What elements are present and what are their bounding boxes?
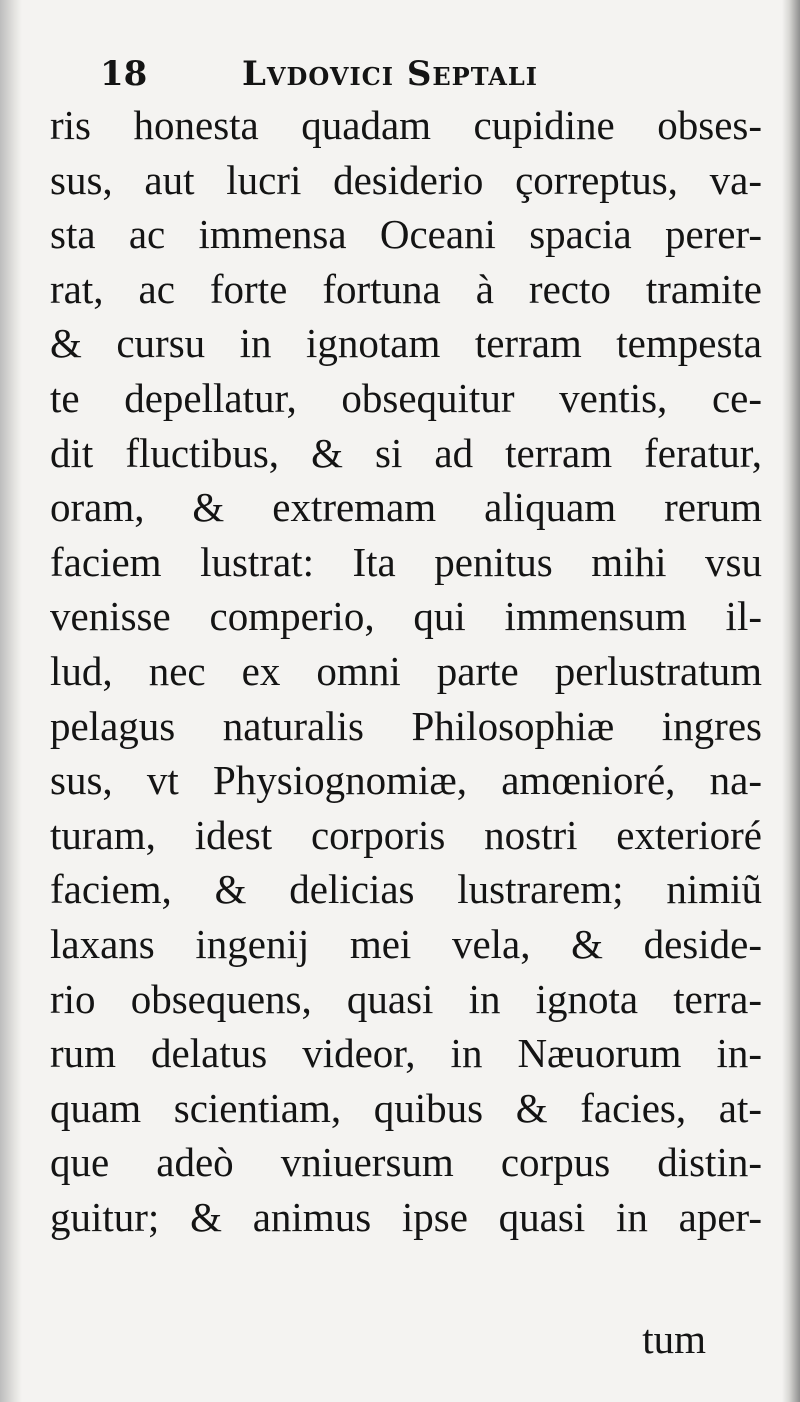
body-text [50,98,762,1244]
text-line: sus, vt Physiognomiæ, amœnioré, na- [50,757,762,804]
catchword: tum [642,1316,706,1362]
text-line: sta ac immensa Oceani spacia perer- [50,211,762,258]
page-number: 18 [100,54,148,94]
text-line: & cursu in ignotam terram tempesta [50,320,762,367]
text-line: dit fluctibus, & si ad terram feratur, [50,429,762,476]
text-line: ris honesta quadam cupidine obses- [50,102,762,148]
text-line: guitur; & animus ipse quasi in aper- [50,1193,762,1240]
text-line: rat, ac forte fortuna à recto tramite [50,265,762,312]
page-edge-shadow [782,0,800,1402]
text-line: rio obsequens, quasi in ignota terra- [50,975,762,1022]
text-line: pelagus naturalis Philosophiæ ingres [50,702,762,749]
page-gutter-shadow [0,0,22,1402]
text-line: faciem, & delicias lustrarem; nimiũ [50,866,762,913]
text-line: rum delatus videor, in Næuorum in- [50,1030,762,1077]
text-line: lud, nec ex omni parte perlustratum [50,647,762,694]
text-line: laxans ingenij mei vela, & deside- [50,920,762,967]
running-head-title: Lvdovici Septali [242,54,538,94]
text-line: faciem lustrat: Ita penitus mihi vsu [50,538,762,585]
text-line: te depellatur, obsequitur ventis, ce- [50,374,762,421]
text-line: quam scientiam, quibus & facies, at- [50,1084,762,1131]
text-line: que adeò vniuersum corpus distin- [50,1139,762,1186]
running-head [100,50,660,100]
text-line: oram, & extremam aliquam rerum [50,484,762,531]
text-line: turam, idest corporis nostri exterioré [50,811,762,858]
text-line: sus, aut lucri desiderio çorreptus, va- [50,156,762,203]
text-line: venisse comperio, qui immensum il- [50,593,762,640]
show-through-mark [700,1330,740,1360]
